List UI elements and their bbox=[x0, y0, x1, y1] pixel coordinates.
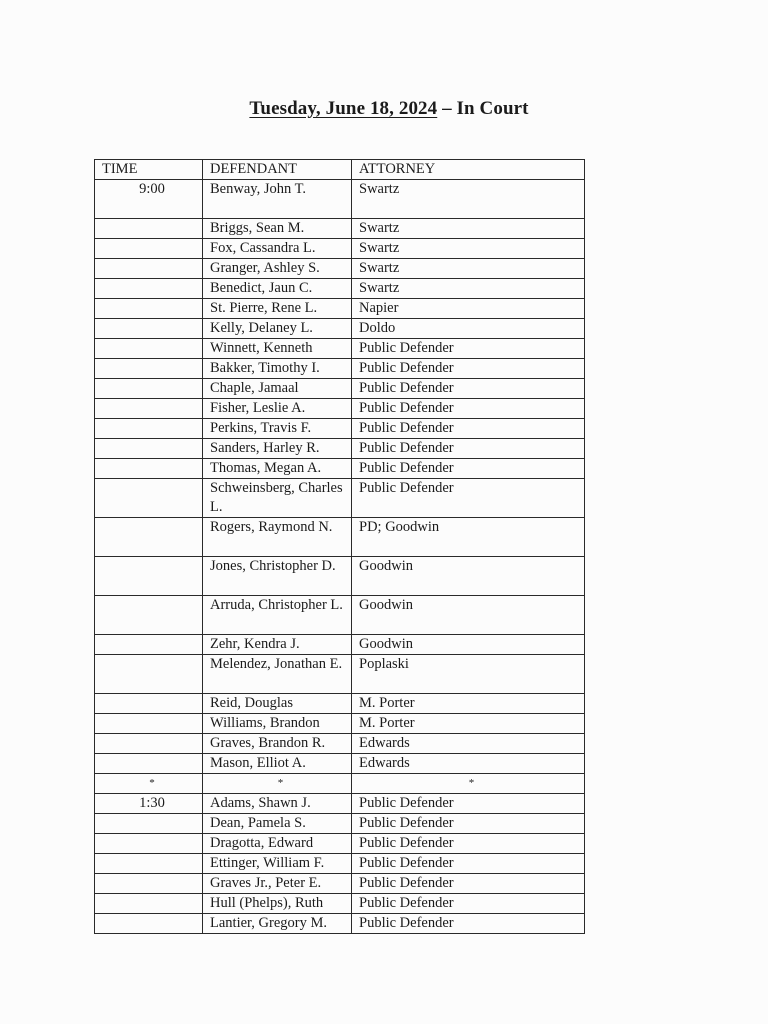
table-row bbox=[95, 459, 585, 479]
attorney-cell: Public Defender bbox=[352, 379, 585, 399]
table-row bbox=[95, 339, 585, 359]
attorney-cell: Swartz bbox=[352, 279, 585, 299]
defendant-cell: * bbox=[203, 774, 352, 794]
attorney-cell: Public Defender bbox=[352, 399, 585, 419]
defendant-cell: Lantier, Gregory M. bbox=[203, 914, 352, 934]
defendant-cell: Dragotta, Edward bbox=[203, 834, 352, 854]
defendant-cell: Kelly, Delaney L. bbox=[203, 319, 352, 339]
time-cell bbox=[95, 339, 203, 359]
attorney-cell: Public Defender bbox=[352, 914, 585, 934]
time-cell bbox=[95, 419, 203, 439]
table-row bbox=[95, 854, 585, 874]
defendant-cell: Perkins, Travis F. bbox=[203, 419, 352, 439]
defendant-cell: Thomas, Megan A. bbox=[203, 459, 352, 479]
defendant-cell: Williams, Brandon bbox=[203, 714, 352, 734]
time-cell bbox=[95, 854, 203, 874]
attorney-cell: Poplaski bbox=[352, 655, 585, 694]
time-cell bbox=[95, 694, 203, 714]
table-row bbox=[95, 239, 585, 259]
table-row bbox=[95, 518, 585, 557]
table-row bbox=[95, 794, 585, 814]
attorney-cell: Goodwin bbox=[352, 635, 585, 655]
table-row bbox=[95, 479, 585, 518]
attorney-cell: M. Porter bbox=[352, 694, 585, 714]
page-title bbox=[0, 98, 768, 120]
table-row bbox=[95, 894, 585, 914]
time-cell: * bbox=[95, 774, 203, 794]
defendant-cell: Sanders, Harley R. bbox=[203, 439, 352, 459]
time-cell bbox=[95, 259, 203, 279]
table-row bbox=[95, 399, 585, 419]
defendant-cell: Granger, Ashley S. bbox=[203, 259, 352, 279]
defendant-cell: Melendez, Jonathan E. bbox=[203, 655, 352, 694]
attorney-cell: Swartz bbox=[352, 219, 585, 239]
table-row bbox=[95, 635, 585, 655]
attorney-cell: Doldo bbox=[352, 319, 585, 339]
table-row bbox=[95, 734, 585, 754]
table-row bbox=[95, 874, 585, 894]
defendant-cell: Briggs, Sean M. bbox=[203, 219, 352, 239]
table-row bbox=[95, 914, 585, 934]
attorney-cell: Public Defender bbox=[352, 854, 585, 874]
defendant-cell: Mason, Elliot A. bbox=[203, 754, 352, 774]
table-row bbox=[95, 557, 585, 596]
time-cell bbox=[95, 874, 203, 894]
table-row bbox=[95, 754, 585, 774]
court-docket-table bbox=[94, 159, 585, 934]
time-cell bbox=[95, 635, 203, 655]
time-cell bbox=[95, 479, 203, 518]
time-cell: 9:00 bbox=[95, 180, 203, 219]
time-cell bbox=[95, 814, 203, 834]
defendant-cell: Bakker, Timothy I. bbox=[203, 359, 352, 379]
defendant-cell: Rogers, Raymond N. bbox=[203, 518, 352, 557]
table-row bbox=[95, 694, 585, 714]
defendant-cell: Fox, Cassandra L. bbox=[203, 239, 352, 259]
time-cell bbox=[95, 734, 203, 754]
time-cell bbox=[95, 219, 203, 239]
defendant-cell: Graves, Brandon R. bbox=[203, 734, 352, 754]
table-row bbox=[95, 814, 585, 834]
time-cell bbox=[95, 518, 203, 557]
table-row bbox=[95, 419, 585, 439]
table-row bbox=[95, 180, 585, 219]
attorney-cell: Public Defender bbox=[352, 419, 585, 439]
table-row bbox=[95, 596, 585, 635]
defendant-cell: Zehr, Kendra J. bbox=[203, 635, 352, 655]
defendant-cell: Arruda, Christopher L. bbox=[203, 596, 352, 635]
defendant-cell: Benedict, Jaun C. bbox=[203, 279, 352, 299]
time-cell bbox=[95, 459, 203, 479]
time-cell bbox=[95, 834, 203, 854]
time-cell bbox=[95, 299, 203, 319]
attorney-cell: Goodwin bbox=[352, 596, 585, 635]
attorney-cell: Public Defender bbox=[352, 339, 585, 359]
header-time: TIME bbox=[95, 160, 203, 180]
header-attorney: ATTORNEY bbox=[352, 160, 585, 180]
table-row bbox=[95, 259, 585, 279]
defendant-cell: St. Pierre, Rene L. bbox=[203, 299, 352, 319]
defendant-cell: Jones, Christopher D. bbox=[203, 557, 352, 596]
time-cell bbox=[95, 279, 203, 299]
attorney-cell: Swartz bbox=[352, 180, 585, 219]
table-row bbox=[95, 834, 585, 854]
attorney-cell: Edwards bbox=[352, 754, 585, 774]
attorney-cell: Public Defender bbox=[352, 834, 585, 854]
time-cell bbox=[95, 894, 203, 914]
attorney-cell: M. Porter bbox=[352, 714, 585, 734]
table-header-row bbox=[95, 160, 585, 180]
defendant-cell: Fisher, Leslie A. bbox=[203, 399, 352, 419]
defendant-cell: Benway, John T. bbox=[203, 180, 352, 219]
table-row bbox=[95, 439, 585, 459]
table-row bbox=[95, 379, 585, 399]
time-cell bbox=[95, 655, 203, 694]
defendant-cell: Adams, Shawn J. bbox=[203, 794, 352, 814]
table-row bbox=[95, 714, 585, 734]
attorney-cell: Swartz bbox=[352, 259, 585, 279]
attorney-cell: Edwards bbox=[352, 734, 585, 754]
time-cell bbox=[95, 596, 203, 635]
table-row bbox=[95, 279, 585, 299]
attorney-cell: Napier bbox=[352, 299, 585, 319]
table-row bbox=[95, 359, 585, 379]
attorney-cell: Goodwin bbox=[352, 557, 585, 596]
attorney-cell: Public Defender bbox=[352, 874, 585, 894]
title-date: Tuesday, June 18, 2024 bbox=[249, 98, 438, 119]
table-row bbox=[95, 655, 585, 694]
time-cell bbox=[95, 557, 203, 596]
time-cell bbox=[95, 239, 203, 259]
time-cell bbox=[95, 439, 203, 459]
defendant-cell: Schweinsberg, Charles L. bbox=[203, 479, 352, 518]
attorney-cell: Public Defender bbox=[352, 479, 585, 518]
attorney-cell: Public Defender bbox=[352, 359, 585, 379]
defendant-cell: Hull (Phelps), Ruth bbox=[203, 894, 352, 914]
time-cell bbox=[95, 379, 203, 399]
time-cell: 1:30 bbox=[95, 794, 203, 814]
time-cell bbox=[95, 754, 203, 774]
attorney-cell: Public Defender bbox=[352, 439, 585, 459]
defendant-cell: Dean, Pamela S. bbox=[203, 814, 352, 834]
time-cell bbox=[95, 914, 203, 934]
defendant-cell: Graves Jr., Peter E. bbox=[203, 874, 352, 894]
attorney-cell: Public Defender bbox=[352, 794, 585, 814]
defendant-cell: Ettinger, William F. bbox=[203, 854, 352, 874]
time-cell bbox=[95, 359, 203, 379]
defendant-cell: Winnett, Kenneth bbox=[203, 339, 352, 359]
attorney-cell: PD; Goodwin bbox=[352, 518, 585, 557]
table-row bbox=[95, 299, 585, 319]
defendant-cell: Reid, Douglas bbox=[203, 694, 352, 714]
attorney-cell: Public Defender bbox=[352, 459, 585, 479]
table-row bbox=[95, 319, 585, 339]
defendant-cell: Chaple, Jamaal bbox=[203, 379, 352, 399]
table-body bbox=[95, 180, 585, 934]
time-cell bbox=[95, 399, 203, 419]
time-cell bbox=[95, 714, 203, 734]
attorney-cell: Public Defender bbox=[352, 894, 585, 914]
attorney-cell: Public Defender bbox=[352, 814, 585, 834]
attorney-cell: * bbox=[352, 774, 585, 794]
attorney-cell: Swartz bbox=[352, 239, 585, 259]
table-row bbox=[95, 219, 585, 239]
title-suffix: – In Court bbox=[437, 98, 529, 119]
table-row bbox=[95, 774, 585, 794]
time-cell bbox=[95, 319, 203, 339]
header-defendant: DEFENDANT bbox=[203, 160, 352, 180]
